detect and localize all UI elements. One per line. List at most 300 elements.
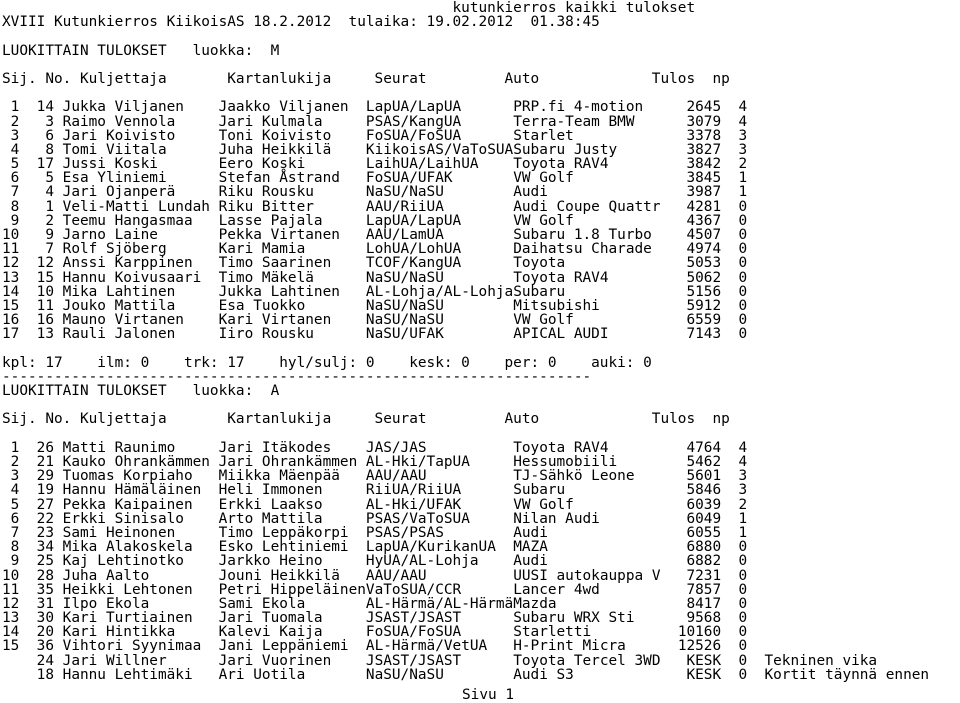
car-cell: H-Print Micra (513, 638, 670, 655)
rank-cell (2, 667, 19, 683)
car-cell: Subaru 1.8 Turbo (513, 227, 670, 243)
codriver-cell: Kari Virtanen (218, 312, 366, 329)
start-number-cell: 10 (19, 283, 54, 300)
club-cell: LapUA/LapUA (365, 99, 514, 116)
codriver-cell: Jari Vuorinen (218, 652, 366, 669)
points-cell: 0 (721, 553, 748, 570)
result-cell: 3827 (669, 141, 722, 158)
points-cell: 0 (721, 567, 748, 584)
class-summary: kpl: 17 ilm: 0 trk: 17 hyl/sulj: 0 kesk: 0 per: 0 auki: 0 (2, 354, 652, 371)
driver-cell: Jari Ojanperä (62, 184, 219, 201)
car-cell: Audi (513, 524, 670, 541)
result-cell: 9568 (669, 610, 722, 627)
rank-cell: 15 (2, 638, 20, 655)
start-number-cell: 21 (19, 454, 54, 470)
table-row (2, 540, 960, 554)
points-cell: 0 (721, 241, 748, 258)
codriver-cell: Timo Mäkelä (218, 269, 366, 286)
club-cell: AL-Härmä/AL-Härmä (365, 595, 514, 612)
codriver-cell: Timo Saarinen (218, 255, 366, 272)
car-cell: Audi S3 (513, 666, 670, 683)
codriver-cell: Kari Mamia (218, 241, 366, 258)
car-cell: Nilan Audi (513, 510, 670, 527)
result-cell: 6055 (669, 524, 722, 541)
club-cell: KiikoisAS/VaToSUA (365, 141, 514, 158)
rank-cell: 4 (2, 141, 20, 158)
points-cell: 1 (721, 170, 748, 187)
car-cell: Toyota RAV4 (513, 269, 670, 286)
codriver-cell: Riku Bitter (218, 198, 366, 215)
class-title: LUOKITTAIN TULOKSET luokka: M (2, 42, 280, 59)
start-number-cell: 28 (19, 567, 54, 584)
driver-cell: Jussi Koski (62, 156, 219, 173)
club-cell: NaSU/UFAK (365, 326, 514, 343)
club-cell: FoSUA/FoSUA (365, 624, 514, 641)
driver-cell: Jarno Laine (62, 227, 219, 243)
points-cell: 0 (721, 610, 748, 627)
car-cell: Subaru WRX Sti (513, 610, 670, 627)
points-cell: 0 (721, 624, 748, 641)
rank-cell: 14 (2, 283, 20, 300)
result-cell: 4507 (669, 227, 722, 243)
result-cell: 6049 (669, 510, 722, 527)
driver-cell: Vihtori Syynimaa (62, 638, 219, 655)
car-cell: Subaru Justy (513, 141, 670, 158)
class-title: LUOKITTAIN TULOKSET luokka: A (2, 383, 280, 400)
rank-cell: 10 (2, 227, 20, 243)
codriver-cell: Jaakko Viljanen (218, 99, 366, 116)
rank-cell: 7 (2, 524, 20, 541)
club-cell: FoSUA/FoSUA (365, 127, 514, 144)
club-cell: NaSU/NaSU (365, 184, 514, 201)
points-cell: 0 (721, 227, 748, 243)
result-cell: 3845 (669, 170, 722, 187)
car-cell: Toyota RAV4 (513, 156, 670, 173)
table-row (2, 526, 960, 540)
table-row (2, 654, 960, 668)
club-cell: HyUA/AL-Lohja (365, 553, 514, 570)
club-cell: AAU/RiiUA (365, 198, 514, 215)
codriver-cell: Eero Koski (218, 156, 366, 173)
points-cell: 4 (721, 113, 748, 130)
points-cell: 0 (721, 652, 748, 669)
document-title: kutunkierros kaikki tulokset (2, 0, 696, 16)
result-cell: 4367 (669, 212, 722, 229)
club-cell: LapUA/LapUA (365, 212, 514, 229)
club-cell: LaihUA/LaihUA (365, 156, 514, 173)
codriver-cell: Iiro Rousku (218, 326, 366, 343)
table-row (2, 597, 960, 611)
result-cell: 6880 (669, 539, 722, 556)
start-number-cell: 16 (19, 312, 54, 329)
points-cell: 0 (721, 666, 748, 683)
result-cell: KESK (669, 666, 722, 683)
points-cell: 4 (721, 454, 748, 470)
codriver-cell: Sami Ekola (218, 595, 366, 612)
driver-cell: Esa Yliniemi (62, 170, 219, 187)
start-number-cell: 24 (19, 652, 54, 669)
car-cell: Mazda (513, 595, 670, 612)
rank-cell: 8 (2, 539, 20, 556)
result-cell: 6039 (669, 496, 722, 513)
table-row (2, 483, 960, 497)
driver-cell: Mika Alakoskela (62, 539, 219, 556)
driver-cell: Kauko Ohrankämmen (62, 454, 219, 470)
table-row (2, 554, 960, 568)
codriver-cell: Lasse Pajala (218, 212, 366, 229)
rank-cell: 11 (2, 581, 20, 598)
points-cell: 0 (721, 198, 748, 215)
club-cell: LapUA/KurikanUA (365, 539, 514, 556)
car-cell: Starletti (513, 624, 670, 641)
start-number-cell: 27 (19, 496, 54, 513)
rank-cell: 9 (2, 212, 20, 229)
result-cell: 6882 (669, 553, 722, 570)
driver-cell: Raimo Vennola (62, 113, 219, 130)
points-cell: 0 (721, 326, 748, 343)
result-cell: 3987 (669, 184, 722, 201)
points-cell: 0 (721, 638, 748, 655)
driver-cell: Hannu Lehtimäki (62, 666, 219, 683)
club-cell: AAU/AAU (365, 468, 514, 485)
rank-cell: 13 (2, 610, 20, 627)
points-cell: 4 (721, 439, 748, 456)
car-cell: VW Golf (513, 496, 670, 513)
codriver-cell: Erkki Laakso (218, 496, 366, 513)
points-cell: 4 (721, 99, 748, 116)
points-cell: 2 (721, 496, 748, 513)
club-cell: RiiUA/RiiUA (365, 482, 514, 499)
driver-cell: Rolf Sjöberg (62, 241, 219, 258)
club-cell: NaSU/NaSU (365, 666, 514, 683)
club-cell: PSAS/VaToSUA (365, 510, 514, 527)
driver-cell: Jukka Viljanen (62, 99, 219, 116)
club-cell: AL-Lohja/AL-Lohja (365, 283, 514, 300)
driver-cell: Jouko Mattila (62, 297, 219, 314)
rank-cell: 6 (2, 510, 20, 527)
table-row (2, 441, 960, 455)
car-cell: Lancer 4wd (513, 581, 670, 598)
points-cell: 0 (721, 581, 748, 598)
codriver-cell: Jouni Heikkilä (218, 567, 366, 584)
codriver-cell: Jani Leppäniemi (218, 638, 366, 655)
separator-line: -------------------------------------------------------------------- (2, 368, 592, 385)
codriver-cell: Kalevi Kaija (218, 624, 366, 641)
results-document (2, 1, 960, 682)
driver-cell: Hannu Koivusaari (62, 269, 219, 286)
car-cell: Mitsubishi (513, 297, 670, 314)
rank-cell: 9 (2, 553, 20, 570)
club-cell: FoSUA/UFAK (365, 170, 514, 187)
car-cell: PRP.fi 4-motion (513, 99, 670, 116)
start-number-cell: 30 (19, 610, 54, 627)
points-cell: 2 (721, 156, 748, 173)
codriver-cell: Riku Rousku (218, 184, 366, 201)
start-number-cell: 23 (19, 524, 54, 541)
car-cell: VW Golf (513, 212, 670, 229)
rank-cell: 7 (2, 184, 20, 201)
points-cell: 3 (721, 468, 748, 485)
start-number-cell: 11 (19, 297, 54, 314)
table-row (2, 256, 960, 270)
table-row (2, 271, 960, 285)
driver-cell: Jari Koivisto (62, 127, 219, 144)
club-cell: AAU/AAU (365, 567, 514, 584)
rank-cell: 15 (2, 297, 20, 314)
table-row (2, 299, 960, 313)
codriver-cell: Pekka Virtanen (218, 227, 366, 243)
car-cell: Toyota RAV4 (513, 439, 670, 456)
start-number-cell: 19 (19, 482, 54, 499)
rank-cell: 6 (2, 170, 20, 187)
start-number-cell: 7 (19, 241, 54, 258)
rank-cell: 13 (2, 269, 20, 286)
result-cell: 3378 (669, 127, 722, 144)
start-number-cell: 35 (19, 581, 54, 598)
driver-cell: Juha Aalto (62, 567, 219, 584)
rank-cell: 1 (2, 99, 20, 116)
driver-cell: Mauno Virtanen (62, 312, 219, 329)
table-row (2, 171, 960, 185)
driver-cell: Pekka Kaipainen (62, 496, 219, 513)
car-cell: Daihatsu Charade (513, 241, 670, 258)
points-cell: 0 (721, 595, 748, 612)
table-row (2, 200, 960, 214)
rank-cell: 10 (2, 567, 20, 584)
club-cell: NaSU/NaSU (365, 312, 514, 329)
codriver-cell: Jari Kulmala (218, 113, 366, 130)
result-cell: 7857 (669, 581, 722, 598)
result-cell: 5912 (669, 297, 722, 314)
club-cell: NaSU/NaSU (365, 297, 514, 314)
driver-cell: Matti Raunimo (62, 439, 219, 456)
points-cell: 3 (721, 482, 748, 499)
club-cell: JAS/JAS (365, 439, 514, 456)
result-cell: 12526 (669, 638, 722, 655)
table-row (2, 129, 960, 143)
start-number-cell: 6 (19, 127, 54, 144)
codriver-cell: Jari Tuomala (218, 610, 366, 627)
codriver-cell: Heli Immonen (218, 482, 366, 499)
points-cell: 0 (721, 269, 748, 286)
start-number-cell: 31 (19, 595, 54, 612)
result-cell: 3842 (669, 156, 722, 173)
driver-cell: Rauli Jalonen (62, 326, 219, 343)
result-cell: 4281 (669, 198, 722, 215)
result-cell: 7143 (669, 326, 722, 343)
table-row (2, 469, 960, 483)
car-cell: MAZA (513, 539, 670, 556)
table-row (2, 512, 960, 526)
codriver-cell: Jari Ohrankämmen (218, 454, 366, 470)
start-number-cell: 36 (19, 638, 54, 655)
page-number: Sivu 1 (462, 687, 514, 703)
driver-cell: Veli-Matti Lundah (62, 198, 219, 215)
result-cell: 10160 (669, 624, 722, 641)
result-cell: 2645 (669, 99, 722, 116)
codriver-cell: Ari Uotila (218, 666, 366, 683)
results-table (2, 441, 960, 682)
car-cell: VW Golf (513, 312, 670, 329)
points-cell: 0 (721, 212, 748, 229)
result-cell: 4974 (669, 241, 722, 258)
table-row (2, 569, 960, 583)
result-cell: 5053 (669, 255, 722, 272)
table-row (2, 214, 960, 228)
result-cell: 8417 (669, 595, 722, 612)
car-cell: APICAL AUDI (513, 326, 670, 343)
start-number-cell: 3 (19, 113, 54, 130)
class-section-m (2, 44, 960, 385)
points-cell: 0 (721, 255, 748, 272)
car-cell: Toyota Tercel 3WD (513, 652, 670, 669)
table-row (2, 639, 960, 653)
class-section-a (2, 384, 960, 682)
rank-cell: 8 (2, 198, 20, 215)
points-cell: 0 (721, 539, 748, 556)
club-cell: AL-Härmä/VetUA (365, 638, 514, 655)
club-cell: JSAST/JSAST (365, 610, 514, 627)
table-row (2, 285, 960, 299)
rank-cell: 11 (2, 241, 20, 258)
start-number-cell: 4 (19, 184, 54, 201)
table-row (2, 185, 960, 199)
table-row (2, 242, 960, 256)
points-cell: 1 (721, 510, 748, 527)
club-cell: VaToSUA/CCR (365, 581, 514, 598)
start-number-cell: 17 (19, 156, 54, 173)
table-row (2, 115, 960, 129)
table-row (2, 143, 960, 157)
driver-cell: Mika Lahtinen (62, 283, 219, 300)
car-cell: Subaru (513, 482, 670, 499)
rank-cell: 3 (2, 127, 20, 144)
car-cell: Audi Coupe Quattr (513, 198, 670, 215)
driver-cell: Ilpo Ekola (62, 595, 219, 612)
start-number-cell: 1 (19, 198, 54, 215)
rank-cell: 5 (2, 496, 20, 513)
rank-cell: 12 (2, 595, 20, 612)
table-row (2, 313, 960, 327)
codriver-cell: Jari Itäkodes (218, 439, 366, 456)
start-number-cell: 2 (19, 212, 54, 229)
points-cell: 0 (721, 283, 748, 300)
club-cell: PSAS/PSAS (365, 524, 514, 541)
table-row (2, 228, 960, 242)
driver-cell: Kari Turtiainen (62, 610, 219, 627)
rank-cell: 5 (2, 156, 20, 173)
table-row (2, 668, 960, 682)
driver-cell: Sami Heinonen (62, 524, 219, 541)
table-row (2, 625, 960, 639)
driver-cell: Kari Hintikka (62, 624, 219, 641)
codriver-cell: Jarkko Heino (218, 553, 366, 570)
table-row (2, 455, 960, 469)
start-number-cell: 26 (19, 439, 54, 456)
table-row (2, 327, 960, 341)
points-cell: 3 (721, 141, 748, 158)
note-cell: Kortit täynnä ennen (764, 666, 930, 683)
rank-cell: 12 (2, 255, 20, 272)
rank-cell: 2 (2, 454, 20, 470)
driver-cell: Jari Willner (62, 652, 219, 669)
car-cell: Hessumobiili (513, 454, 670, 470)
car-cell: Starlet (513, 127, 670, 144)
codriver-cell: Timo Leppäkorpi (218, 524, 366, 541)
rank-cell: 1 (2, 439, 20, 456)
start-number-cell: 25 (19, 553, 54, 570)
start-number-cell: 8 (19, 141, 54, 158)
start-number-cell: 18 (19, 666, 54, 683)
car-cell: VW Golf (513, 170, 670, 187)
note-cell: Tekninen vika (764, 652, 878, 669)
rank-cell: 17 (2, 326, 20, 343)
result-cell: 4764 (669, 439, 722, 456)
car-cell: Audi (513, 184, 670, 201)
driver-cell: Tomi Viitala (62, 141, 219, 158)
points-cell: 0 (721, 297, 748, 314)
points-cell: 1 (721, 184, 748, 201)
start-number-cell: 34 (19, 539, 54, 556)
column-header: Sij. No. Kuljettaja Kartanlukija Seurat Auto Tulos np (2, 70, 730, 87)
table-row (2, 583, 960, 597)
rank-cell: 16 (2, 312, 20, 329)
club-cell: AL-Hki/TapUA (365, 454, 514, 470)
car-cell: Toyota (513, 255, 670, 272)
rank-cell: 14 (2, 624, 20, 641)
car-cell: TJ-Sähkö Leone (513, 468, 670, 485)
codriver-cell: Arto Mattila (218, 510, 366, 527)
rank-cell: 2 (2, 113, 20, 130)
start-number-cell: 12 (19, 255, 54, 272)
result-cell: 5156 (669, 283, 722, 300)
start-number-cell: 29 (19, 468, 54, 485)
club-cell: AL-Hki/UFAK (365, 496, 514, 513)
result-cell: 5462 (669, 454, 722, 470)
codriver-cell: Esa Tuokko (218, 297, 366, 314)
club-cell: AAU/LamUA (365, 227, 514, 243)
start-number-cell: 22 (19, 510, 54, 527)
rank-cell: 4 (2, 482, 20, 499)
column-header: Sij. No. Kuljettaja Kartanlukija Seurat Auto Tulos np (2, 411, 730, 428)
start-number-cell: 9 (19, 227, 54, 243)
table-row (2, 611, 960, 625)
results-table (2, 100, 960, 341)
club-cell: TCOF/KangUA (365, 255, 514, 272)
club-cell: PSAS/KangUA (365, 113, 514, 130)
codriver-cell: Jukka Lahtinen (218, 283, 366, 300)
driver-cell: Anssi Karppinen (62, 255, 219, 272)
result-cell: 5062 (669, 269, 722, 286)
start-number-cell: 14 (19, 99, 54, 116)
result-cell: KESK (669, 652, 722, 669)
driver-cell: Teemu Hangasmaa (62, 212, 219, 229)
car-cell: Audi (513, 553, 670, 570)
start-number-cell: 15 (19, 269, 54, 286)
club-cell: LohUA/LohUA (365, 241, 514, 258)
start-number-cell: 5 (19, 170, 54, 187)
car-cell: Terra-Team BMW (513, 113, 670, 130)
points-cell: 3 (721, 127, 748, 144)
club-cell: NaSU/NaSU (365, 269, 514, 286)
start-number-cell: 13 (19, 326, 54, 343)
codriver-cell: Toni Koivisto (218, 127, 366, 144)
table-row (2, 100, 960, 114)
car-cell: UUSI autokauppa V (513, 567, 670, 584)
points-cell: 1 (721, 524, 748, 541)
driver-cell: Kaj Lehtinotko (62, 553, 219, 570)
driver-cell: Erkki Sinisalo (62, 510, 219, 527)
